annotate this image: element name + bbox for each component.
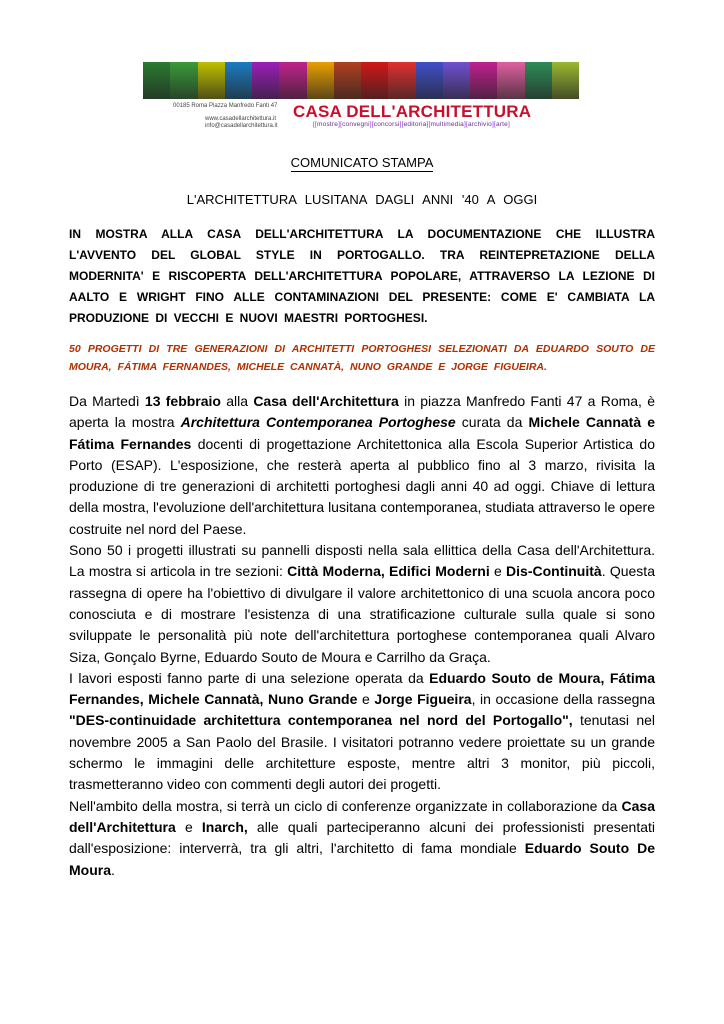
section-bracket: ] (508, 121, 511, 128)
section-bracket: ][ (463, 121, 468, 128)
section-link-mostre[interactable]: mostre (317, 121, 339, 128)
address-street: 00185 Roma Piazza Manfredo Fanti 47 (173, 103, 278, 109)
photo-strip-tile (388, 62, 415, 99)
photo-strip-tile (225, 62, 252, 99)
photo-strip-tile (470, 62, 497, 99)
section-bracket: [[ (313, 121, 318, 128)
section-link-concorsi[interactable]: concorsi (373, 121, 400, 128)
article-body (69, 391, 655, 881)
intro-paragraph: IN MOSTRA ALLA CASA DELL'ARCHITETTURA LA DOCUMENTAZIONE CHE ILLUSTRA L'AVVENTO DEL GLOBAL STYLE IN PORTOGALLO. TRA REINTEPRETAZIONE DELLA MODERNITA' E RISCOPERTA DELL'ARCHITETTURA POPOLARE, ATTRAVERSO LA LEZIONE DI AALTO E WRIGHT FINO ALLE CONTAMINAZIONI DEL PRESENTE: COME E' CAMBIATA LA PRODUZIONE DI VECCHI E NUOVI MAESTRI PORTOGHESI. (69, 227, 655, 325)
photo-strip-tile (525, 62, 552, 99)
section-bracket: ][ (369, 121, 374, 128)
headline: L'ARCHITETTURA LUSITANA DAGLI ANNI '40 A OGGI (186, 192, 538, 207)
paragraph-2: Sono 50 i progetti illustrati su pannelli disposti nella sala ellittica della Casa dell'Architettura. La mostra si articola in tre sezioni: Città Moderna, Edifici Moderni e Dis-Continuità. Questa rassegna di opere ha l'obiettivo di divulgare il valore architettonico di una scuola ancora poco conosciuta e di mostrare l'esistenza di una stratificazione culturale sulla quale si sono sviluppate le personalità più note dell'architettura portoghese contemporanea quali Alvaro Siza, Gonçalo Byrne, Eduardo Souto de Moura e Carrilho da Graça. (69, 542, 655, 665)
section-link-arte[interactable]: arte (495, 121, 508, 128)
paragraph-1: Da Martedì 13 febbraio alla Casa dell'Architettura in piazza Manfredo Fanti 47 a Roma, è aperta la mostra Architettura Contemporanea Portoghese curata da Michele Cannatà e Fátima Fernandes docenti di progettazione Architettonica alla Escola Superior Artistica do Porto (ESAP). L'esposizione, che resterà aperta al pubblico fino al 3 marzo, rivisita la produzione di tre generazioni di architetti portoghesi dagli anni 40 ad oggi. Chiave di lettura della mostra, l'evoluzione dell'architettura lusitana contemporanea, studiata attraverso le opere costruite nel nord del Paese. (69, 393, 655, 537)
section-link-convegni[interactable]: convegni (342, 121, 370, 128)
paragraph-4: Nell'ambito della mostra, si terrà un ciclo di conferenze organizzate in collaborazione da Casa dell'Architettura e Inarch, alle quali parteciperanno alcuni dei professionisti presentati dall'esposizione: interverrà, tra gli altri, l'architetto di fama mondiale Eduardo Souto De Moura. (69, 797, 655, 878)
address-email: info@casadellarchitettura.it (205, 123, 278, 129)
section-bracket: ][ (399, 121, 404, 128)
section-link-archivio[interactable]: archivio (467, 121, 492, 128)
photo-strip-tile (143, 62, 170, 99)
subtitle-paragraph: 50 PROGETTI DI TRE GENERAZIONI DI ARCHITETTI PORTOGHESI SELEZIONATI DA EDUARDO SOUTO DE MOURA, FÁTIMA FERNANDES, MICHELE CANNATÀ, NUNO GRANDE E JORGE FIGUEIRA. (69, 343, 655, 373)
paragraph-3: I lavori esposti fanno parte di una selezione operata da Eduardo Souto de Moura, Fátima Fernandes, Michele Cannatà, Nuno Grande e Jorge Figueira, in occasione della rassegna "DES-continuidade architettura contemporanea nel nord del Portogallo", tenutasi nel novembre 2005 a San Paolo del Brasile. I visitatori potranno vedere proiettate su un grande schermo le immagini delle architetture esposte, mentre altri 3 monitor, più piccoli, trasmetteranno video con commenti degli autori dei progetti. (69, 669, 655, 793)
brand-logo-text: CASA DELL'ARCHITETTURA (293, 102, 532, 121)
section-bracket: ][ (426, 121, 431, 128)
photo-strip-tile (334, 62, 361, 99)
photo-strip-tile (252, 62, 279, 99)
photo-strip-tile (198, 62, 225, 99)
photo-strip-tile (443, 62, 470, 99)
letterhead (143, 62, 579, 134)
address-website: www.casadellarchitettura.it (205, 116, 277, 122)
photo-strip-tile (307, 62, 334, 99)
section-bracket: ][ (491, 121, 496, 128)
photo-strip-tile (361, 62, 388, 99)
section-bracket: ][ (338, 121, 343, 128)
photo-strip-tile (552, 62, 579, 99)
photo-strip-tile (416, 62, 443, 99)
photo-strip-tile (497, 62, 524, 99)
section-link-multimedia[interactable]: multimedia (430, 121, 464, 128)
photo-strip-banner (143, 62, 579, 99)
photo-strip-tile (170, 62, 197, 99)
press-release-title: COMUNICATO STAMPA (290, 155, 434, 170)
photo-strip-tile (279, 62, 306, 99)
section-link-editoria[interactable]: editoria (403, 121, 427, 128)
sections-menu (313, 121, 510, 128)
